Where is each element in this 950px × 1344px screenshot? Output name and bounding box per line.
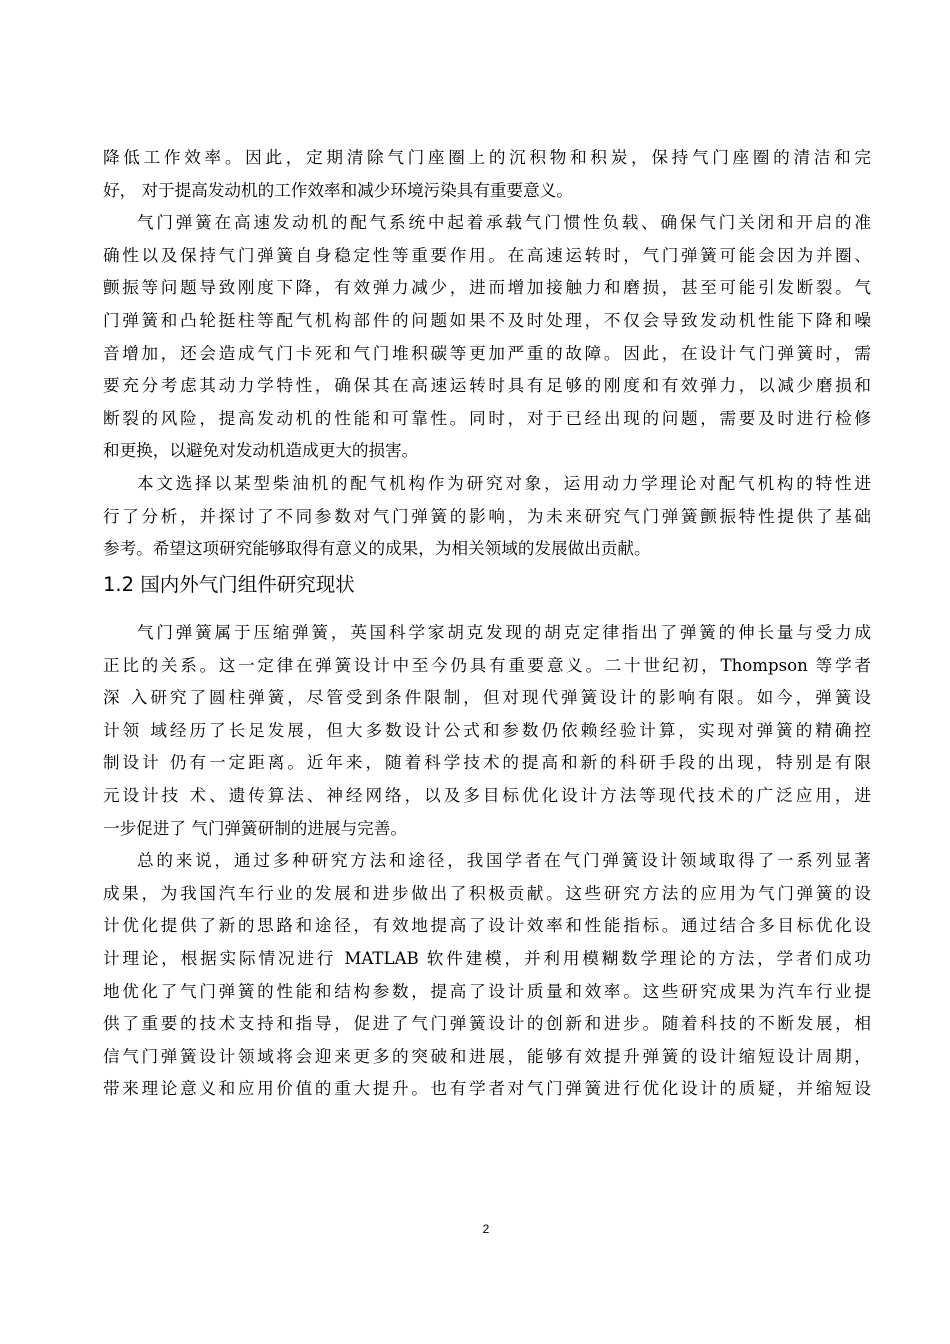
paragraph-line: 地优化了气门弹簧的性能和结构参数，提高了设计质量和效率。这些研究成果为汽车行业提 xyxy=(103,981,871,1001)
paragraph-line: 气门弹簧在高速发动机的配气系统中起着承载气门惯性负载、确保气门关闭和开启的准 xyxy=(137,213,871,233)
paragraph-line: 深 入研究了圆柱弹簧，尽管受到条件限制，但对现代弹簧设计的影响有限。如今，弹簧设 xyxy=(103,688,871,708)
paragraph-line: 门弹簧和凸轮挺柱等配气机构部件的问题如果不及时处理，不仅会导致发动机性能下降和噪 xyxy=(103,310,871,330)
paragraph-line: 一步促进了 气门弹簧研制的进展与完善。 xyxy=(103,818,407,838)
paragraph-line: 好， 对于提高发动机的工作效率和减少环境污染具有重要意义。 xyxy=(103,180,573,200)
paragraph-line: 带来理论意义和应用价值的重大提升。也有学者对气门弹簧进行优化设计的质疑，并缩短设 xyxy=(103,1079,871,1099)
paragraph-line: 信气门弹簧设计领域将会迎来更多的突破和进展，能够有效提升弹簧的设计缩短设计周期， xyxy=(103,1046,871,1066)
paragraph-line: 成果，为我国汽车行业的发展和进步做出了积极贡献。这些研究方法的应用为气门弹簧的设 xyxy=(103,883,871,903)
paragraph-line: 本文选择以某型柴油机的配气机构作为研究对象，运用动力学理论对配气机构的特性进 xyxy=(137,473,871,493)
paragraph-line: 行了分析，并探讨了不同参数对气门弹簧的影响，为未来研究气门弹簧颤振特性提供了基础 xyxy=(103,506,871,526)
paragraph-line: 颤振等问题导致刚度下降，有效弹力减少，进而增加接触力和磨损，甚至可能引发断裂。气 xyxy=(103,278,871,298)
paragraph-line: 计优化提供了新的思路和途径，有效地提高了设计效率和性能指标。通过结合多目标优化设 xyxy=(103,916,871,936)
paragraph-line: 确性以及保持气门弹簧自身稳定性等重要作用。在高速运转时，气门弹簧可能会因为并圈、 xyxy=(103,245,871,265)
body-text-section-2 xyxy=(103,617,871,1106)
page-number: 2 xyxy=(482,1222,490,1236)
paragraph-line: 音增加，还会造成气门卡死和气门堆积碳等更加严重的故障。因此，在设计气门弹簧时，需 xyxy=(103,343,871,363)
paragraph-line: 气门弹簧属于压缩弹簧，英国科学家胡克发现的胡克定律指出了弹簧的伸长量与受力成 xyxy=(137,623,871,642)
paragraph-line: 要充分考虑其动力学特性，确保其在高速运转时具有足够的刚度和有效弹力，以减少磨损和 xyxy=(103,376,871,396)
paragraph-line: 计领 域经历了长足发展，但大多数设计公式和参数仍依赖经验计算，实现对弹簧的精确控 xyxy=(103,720,871,740)
paragraph-line: 降低工作效率。因此，定期清除气门座圈上的沉积物和积炭，保持气门座圈的清洁和完 xyxy=(103,148,871,167)
body-text-section-1 xyxy=(103,142,871,566)
paragraph-line: 元设计技 术、遗传算法、神经网络，以及多目标优化设计方法等现代技术的广泛应用，进 xyxy=(103,785,871,805)
paragraph-line: 和更换，以避免对发动机造成更大的损害。 xyxy=(103,441,419,461)
paragraph-line: 制设计 仍有一定距离。近年来，随着科学技术的提高和新的科研手段的出现，特别是有限 xyxy=(103,753,871,773)
paragraph-line: 总的来说，通过多种研究方法和途径，我国学者在气门弹簧设计领域取得了一系列显著 xyxy=(137,851,871,871)
paragraph-line: 参考。希望这项研究能够取得有意义的成果，为相关领域的发展做出贡献。 xyxy=(103,539,651,559)
paragraph-line: 计理论，根据实际情况进行 MATLAB 软件建模，并利用模糊数学理论的方法，学者们成功 xyxy=(103,948,871,968)
paragraph-line: 断裂的风险，提高发动机的性能和可靠性。同时，对于已经出现的问题，需要及时进行检修 xyxy=(103,408,871,428)
section-heading: 1.2 国内外气门组件研究现状 xyxy=(103,573,355,596)
paragraph-line: 正比的关系。这一定律在弹簧设计中至今仍具有重要意义。二十世纪初，Thompson 等学者 xyxy=(103,655,871,675)
paragraph-line: 供了重要的技术支持和指导，促进了气门弹簧设计的创新和进步。随着科技的不断发展，相 xyxy=(103,1014,871,1034)
